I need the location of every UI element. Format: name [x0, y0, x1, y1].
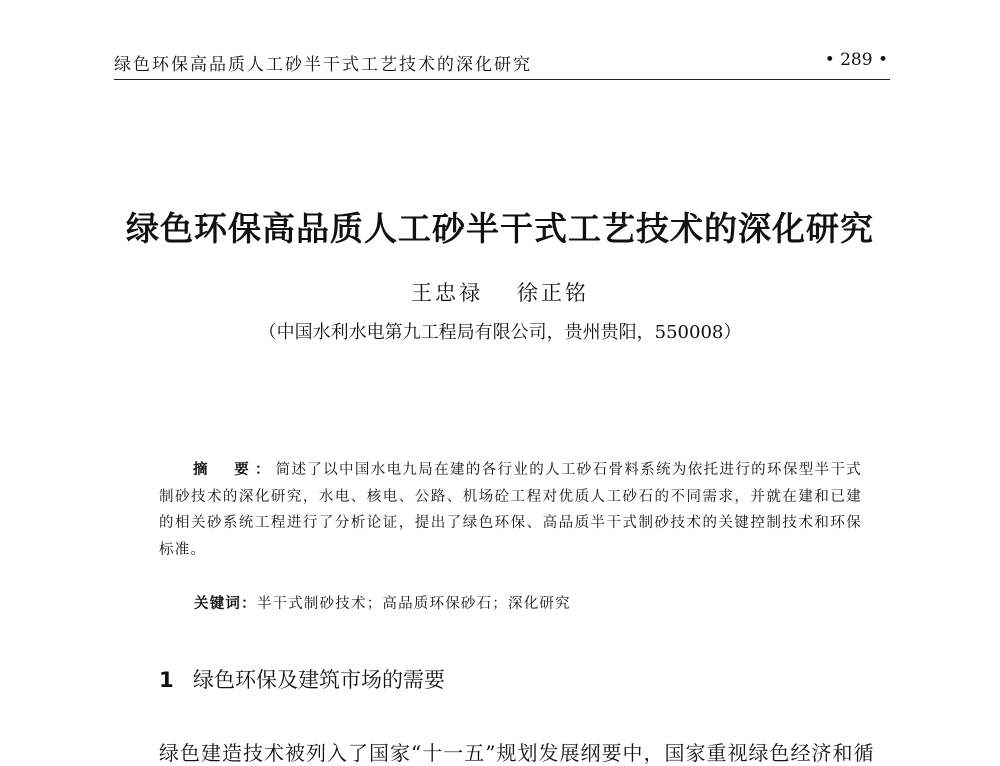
running-header: [114, 50, 888, 76]
abstract-label: 摘 要：: [193, 461, 276, 478]
abstract-text: 简述了以中国水电九局在建的各行业的人工砂石骨料系统为依托进行的环保型半干式制砂技术的深化研究，水电、核电、公路、机场砼工程对优质人工砂石的不同需求，并就在建和已建的相关砂系统工程进行了分析论证，提出了绿色环保、高品质半干式制砂技术的关键控制技术和环保标准。: [159, 462, 862, 558]
header-rule: [114, 79, 890, 80]
keywords-text: 半干式制砂技术；高品质环保砂石；深化研究: [256, 596, 571, 612]
author-name: 徐正铭: [517, 281, 589, 305]
abstract: [159, 457, 862, 563]
section-heading: [159, 664, 445, 694]
author-list: [0, 277, 1000, 307]
keywords: [194, 592, 571, 613]
section-number: 1: [159, 668, 174, 692]
author-name: 王忠禄: [411, 281, 483, 305]
running-title: 绿色环保高品质人工砂半干式工艺技术的深化研究: [114, 55, 532, 75]
keywords-label: 关键词：: [194, 595, 257, 612]
author-affiliation: （中国水利水电第九工程局有限公司，贵州贵阳，550008）: [258, 322, 742, 343]
body-paragraph: 绿色建造技术被列入了国家“十一五”规划发展纲要中，国家重视绿色经济和循: [159, 741, 875, 765]
paper-title: 绿色环保高品质人工砂半干式工艺技术的深化研究: [126, 209, 874, 248]
section-title: 绿色环保及建筑市场的需要: [193, 668, 445, 692]
page-number: • 289 •: [824, 50, 888, 70]
